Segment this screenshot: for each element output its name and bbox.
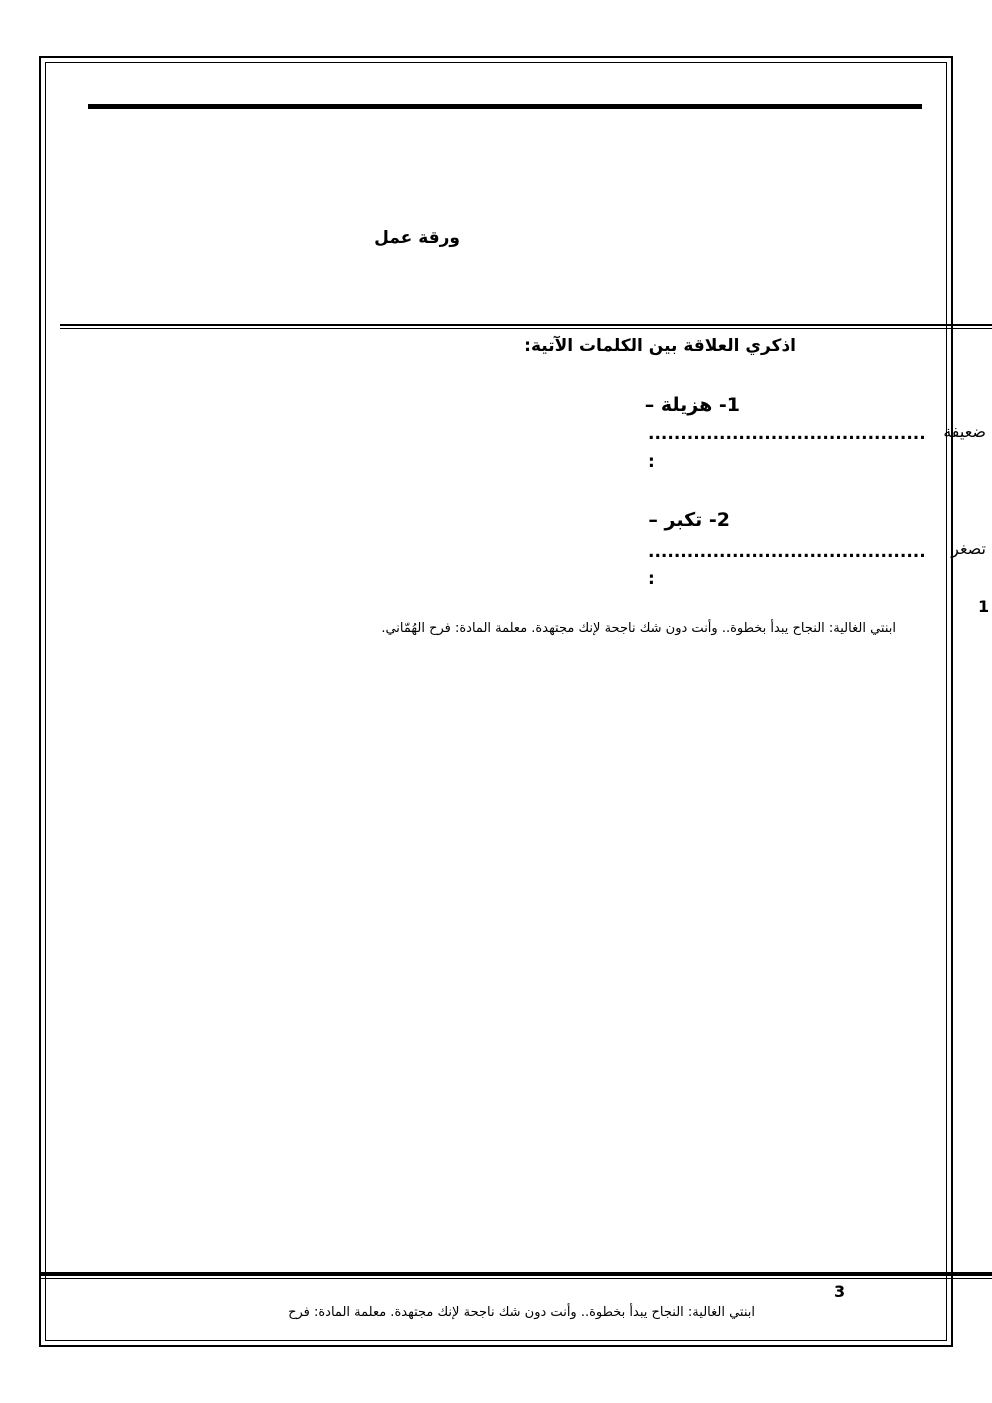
item-2-pair-word: تصغر xyxy=(951,539,986,558)
question-instruction: اذكري العلاقة بين الكلمات الآتية: xyxy=(524,336,796,356)
footer-thick-rule xyxy=(39,1272,992,1276)
item-1-pair-word: ضعيفة xyxy=(943,422,986,441)
side-number: 1 xyxy=(978,597,990,616)
item-2-colon: : xyxy=(648,569,655,589)
inner-page-border xyxy=(45,62,947,1341)
section-divider-thin xyxy=(60,328,992,329)
item-2-answer-dots: ........................................... xyxy=(648,542,926,562)
item-1-label: 1- هزيلة – xyxy=(644,394,740,416)
section-divider xyxy=(60,324,992,326)
item-1-colon: : xyxy=(648,452,655,472)
item-2-label: 2- تكبر – xyxy=(648,509,730,531)
header-thick-rule xyxy=(88,104,922,109)
footer-thin-rule xyxy=(39,1278,992,1279)
item-1-answer-dots: ........................................... xyxy=(648,424,926,444)
worksheet-title: ورقة عمل xyxy=(374,228,460,248)
page-number: 3 xyxy=(834,1282,846,1301)
motto-text: ابنتي الغالية: النجاح يبدأ بخطوة.. وأنت دون شك ناجحة لإنك مجتهدة. معلمة المادة: فرح الهُمّاني. xyxy=(381,621,896,636)
footer-motto: ابنتي الغالية: النجاح يبدأ بخطوة.. وأنت دون شك ناجحة لإنك مجتهدة. معلمة المادة: فرح xyxy=(288,1305,755,1320)
